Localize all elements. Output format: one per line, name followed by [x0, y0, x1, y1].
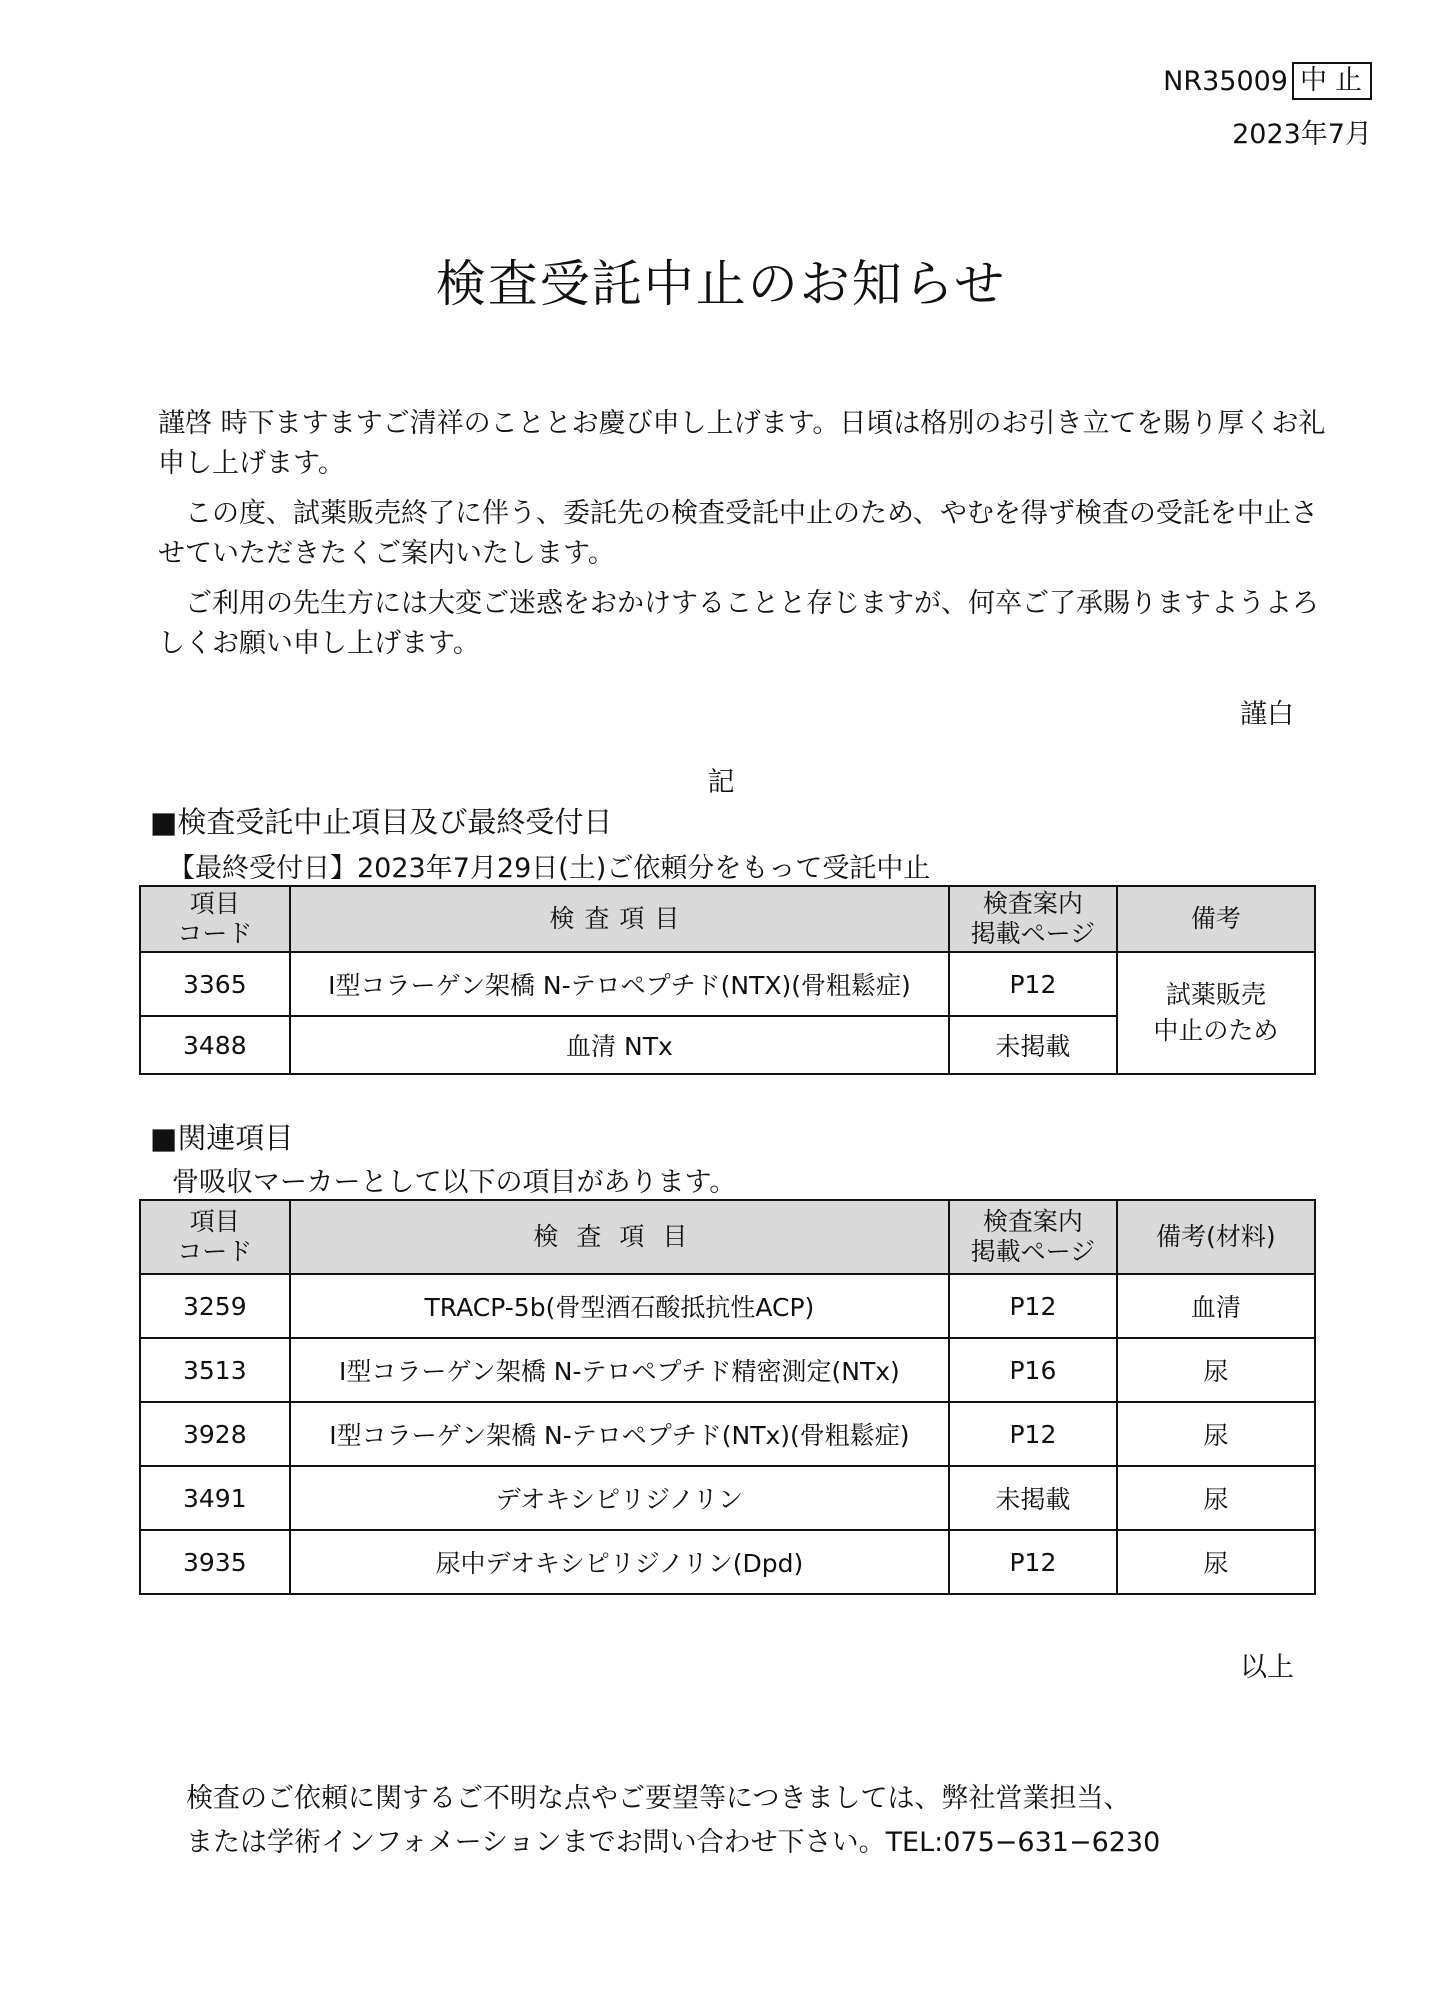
- row-item: 尿中デオキシピリジノリン(Dpd): [290, 1530, 950, 1594]
- section1-heading: ■検査受託中止項目及び最終受付日: [150, 805, 613, 839]
- row-page: P12: [949, 1530, 1116, 1594]
- table-row: [140, 1466, 1315, 1530]
- row-page: P12: [949, 1402, 1116, 1466]
- discontinued-items-table: [139, 885, 1316, 1075]
- header-code: 項目 コード: [140, 1200, 290, 1274]
- header-code: 項目 コード: [140, 886, 290, 952]
- header-note: 備考(材料): [1117, 1200, 1315, 1274]
- section2-subheading: 骨吸収マーカーとして以下の項目があります。: [172, 1167, 737, 1198]
- row-note: 尿: [1117, 1530, 1315, 1594]
- row-item: 血清 NTx: [290, 1016, 950, 1074]
- header-note: 備考: [1117, 886, 1315, 952]
- document-number: [1163, 62, 1372, 100]
- table-header-row: [140, 1200, 1315, 1274]
- row-item: Ⅰ型コラーゲン架橋 N-テロペプチド(NTX)(骨粗鬆症): [290, 952, 950, 1016]
- header-page: 検査案内 掲載ページ: [949, 1200, 1116, 1274]
- row-item: デオキシピリジノリン: [290, 1466, 950, 1530]
- section1-subheading: 【最終受付日】2023年7月29日(土)ご依頼分をもって受託中止: [168, 853, 931, 884]
- row-code: 3365: [140, 952, 290, 1016]
- row-note: 試薬販売 中止のため: [1117, 952, 1315, 1074]
- row-page: 未掲載: [949, 1466, 1116, 1530]
- status-badge: 中止: [1292, 62, 1372, 100]
- issue-date: 2023年7月: [1232, 119, 1372, 150]
- row-code: 3928: [140, 1402, 290, 1466]
- table-row: [140, 952, 1315, 1016]
- closing-word: 謹白: [1240, 699, 1294, 730]
- page-title: 検査受託中止のお知らせ: [435, 255, 1007, 313]
- body-paragraph-1: 謹啓 時下ますますご清祥のこととお慶び申し上げます。日頃は格別のお引き立てを賜り厚くお礼申し上げます。: [158, 408, 1326, 479]
- row-page: P16: [949, 1338, 1116, 1402]
- row-note: 尿: [1117, 1466, 1315, 1530]
- row-page: P12: [949, 1274, 1116, 1338]
- header-page: 検査案内 掲載ページ: [949, 886, 1117, 952]
- body-paragraph-2: この度、試薬販売終了に伴う、委託先の検査受託中止のため、やむを得ず検査の受託を中止させていただきたくご案内いたします。: [158, 498, 1318, 569]
- row-code: 3491: [140, 1466, 290, 1530]
- row-code: 3259: [140, 1274, 290, 1338]
- row-item: Ⅰ型コラーゲン架橋 N-テロペプチド(NTx)(骨粗鬆症): [290, 1402, 950, 1466]
- section2-heading: ■関連項目: [150, 1121, 294, 1155]
- row-note: 尿: [1117, 1402, 1315, 1466]
- table-header-row: [140, 886, 1315, 952]
- row-page: 未掲載: [949, 1016, 1117, 1074]
- row-code: 3488: [140, 1016, 290, 1074]
- row-note: 尿: [1117, 1338, 1315, 1402]
- row-code: 3513: [140, 1338, 290, 1402]
- table-row: [140, 1274, 1315, 1338]
- doc-number-text: NR35009: [1163, 65, 1288, 97]
- related-items-table: [139, 1199, 1316, 1595]
- footer-line-2: または学術インフォメーションまでお問い合わせ下さい。TEL:075−631−6230: [186, 1827, 1161, 1858]
- header-item: 検査項目: [290, 886, 950, 952]
- body-paragraph-3: ご利用の先生方には大変ご迷惑をおかけすることと存じますが、何卒ご了承賜りますようよろしくお願い申し上げます。: [158, 588, 1319, 659]
- row-item: Ⅰ型コラーゲン架橋 N-テロペプチド精密測定(NTx): [290, 1338, 950, 1402]
- footer-line-1: 検査のご依頼に関するご不明な点やご要望等につきましては、弊社営業担当、: [186, 1783, 1131, 1814]
- row-code: 3935: [140, 1530, 290, 1594]
- row-note: 血清: [1117, 1274, 1315, 1338]
- table-row: [140, 1402, 1315, 1466]
- ki-marker: 記: [707, 767, 735, 798]
- row-item: TRACP-5b(骨型酒石酸抵抗性ACP): [290, 1274, 950, 1338]
- ijo-end-marker: 以上: [1240, 1652, 1294, 1683]
- table-row: [140, 1338, 1315, 1402]
- table-row: [140, 1530, 1315, 1594]
- row-page: P12: [949, 952, 1117, 1016]
- header-item: 検査項目: [290, 1200, 950, 1274]
